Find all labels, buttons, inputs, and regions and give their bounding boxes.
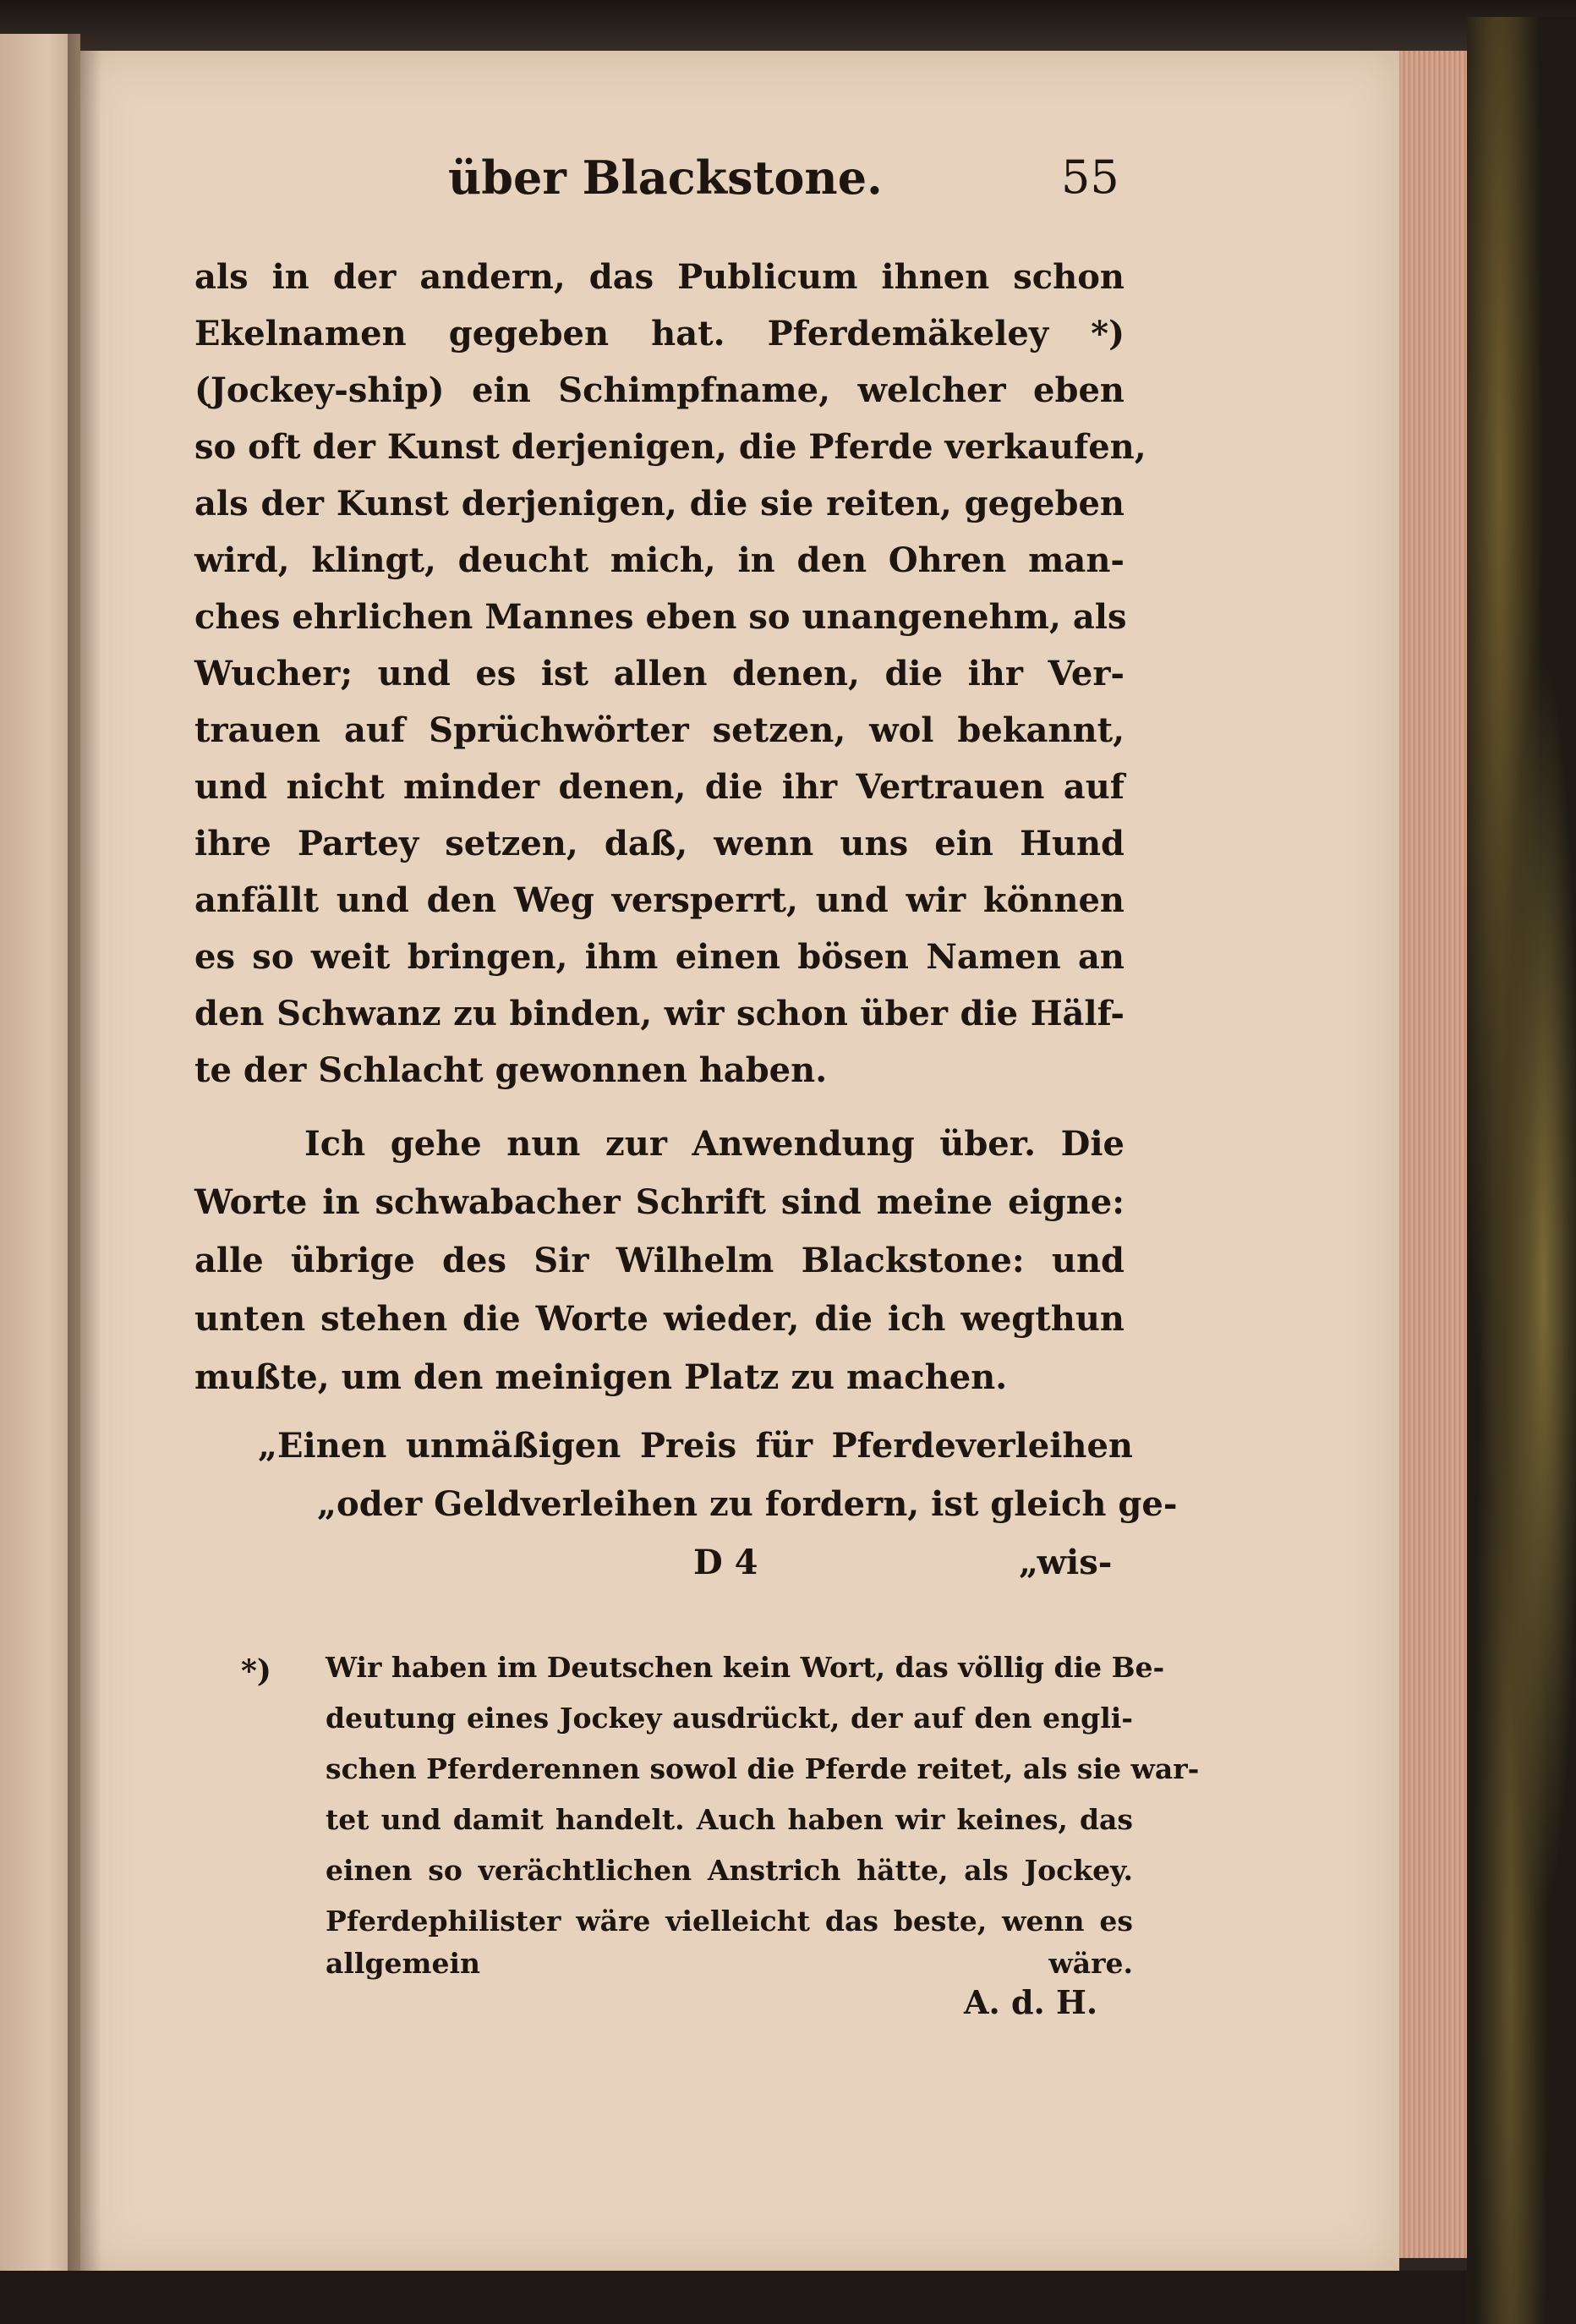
text-line: Ich gehe nun zur Anwendung über. Die xyxy=(304,1124,1125,1164)
text-line: Worte in schwabacher Schrift sind meine eigne: xyxy=(194,1182,1125,1222)
text-line: als in der andern, das Publicum ihnen schon xyxy=(194,257,1125,297)
text-line: alle übrige des Sir Wilhelm Blackstone: und xyxy=(194,1241,1125,1280)
text-line: Wucher; und es ist allen denen, die ihr Ver- xyxy=(194,654,1125,693)
page-gutter-shadow xyxy=(68,34,101,2317)
signature-mark: D 4 xyxy=(693,1543,758,1582)
footnote-marker: *) xyxy=(241,1653,271,1689)
quote-line: „oder Geldverleihen zu fordern, ist gleich ge- xyxy=(317,1484,1178,1524)
text-line: te der Schlacht gewonnen haben. xyxy=(194,1050,828,1090)
text-line: und nicht minder denen, die ihr Vertrauen auf xyxy=(194,767,1125,807)
running-head: über Blackstone. xyxy=(448,151,883,205)
marbled-cover xyxy=(1467,17,1576,2324)
text-line: es so weit bringen, ihm einen bösen Namen an xyxy=(194,937,1125,977)
footnote-line: deutung eines Jockey ausdrückt, der auf den engli- xyxy=(326,1702,1133,1735)
text-line: mußte, um den meinigen Platz zu machen. xyxy=(194,1357,1008,1397)
footnote-line: allgemein wäre. xyxy=(326,1947,1133,1980)
text-line: Ekelnamen gegeben hat. Pferdemäkeley *) xyxy=(194,314,1125,354)
text-line: so oft der Kunst derjenigen, die Pferde verkaufen, xyxy=(194,427,1146,467)
footnote-line: Wir haben im Deutschen kein Wort, das völlig die Be- xyxy=(326,1651,1165,1684)
footnote-line: einen so verächtlichen Anstrich hätte, als Jockey. xyxy=(326,1854,1133,1887)
footnote-line: schen Pferderennen sowol die Pferde reitet, als sie war- xyxy=(326,1752,1200,1785)
footnote-line: tet und damit handelt. Auch haben wir keines, das xyxy=(326,1803,1133,1836)
text-line: den Schwanz zu binden, wir schon über die Hälf- xyxy=(194,994,1125,1033)
page-edges xyxy=(1399,51,1467,2258)
page-number: 55 xyxy=(1061,151,1119,204)
text-line: trauen auf Sprüchwörter setzen, wol bekannt, xyxy=(194,710,1125,750)
text-line: ches ehrlichen Mannes eben so unangenehm, als xyxy=(194,597,1127,637)
text-line: unten stehen die Worte wieder, die ich wegthun xyxy=(194,1299,1125,1339)
text-line: (Jockey-ship) ein Schimpfname, welcher eben xyxy=(194,370,1125,410)
footnote-line: Pferdephilister wäre vielleicht das beste, wenn es xyxy=(326,1905,1133,1938)
text-line: als der Kunst derjenigen, die sie reiten, gegeben xyxy=(194,484,1125,523)
text-line: ihre Partey setzen, daß, wenn uns ein Hund xyxy=(194,824,1125,863)
footnote-author: A. d. H. xyxy=(964,1983,1098,2021)
text-line: wird, klingt, deucht mich, in den Ohren man- xyxy=(194,540,1125,580)
text-line: anfällt und den Weg versperrt, und wir können xyxy=(194,880,1125,920)
catchword: „wis- xyxy=(1019,1543,1113,1582)
book-binding-bottom xyxy=(0,2271,1467,2324)
quote-line: „Einen unmäßigen Preis für Pferdeverleihen xyxy=(258,1426,1133,1466)
